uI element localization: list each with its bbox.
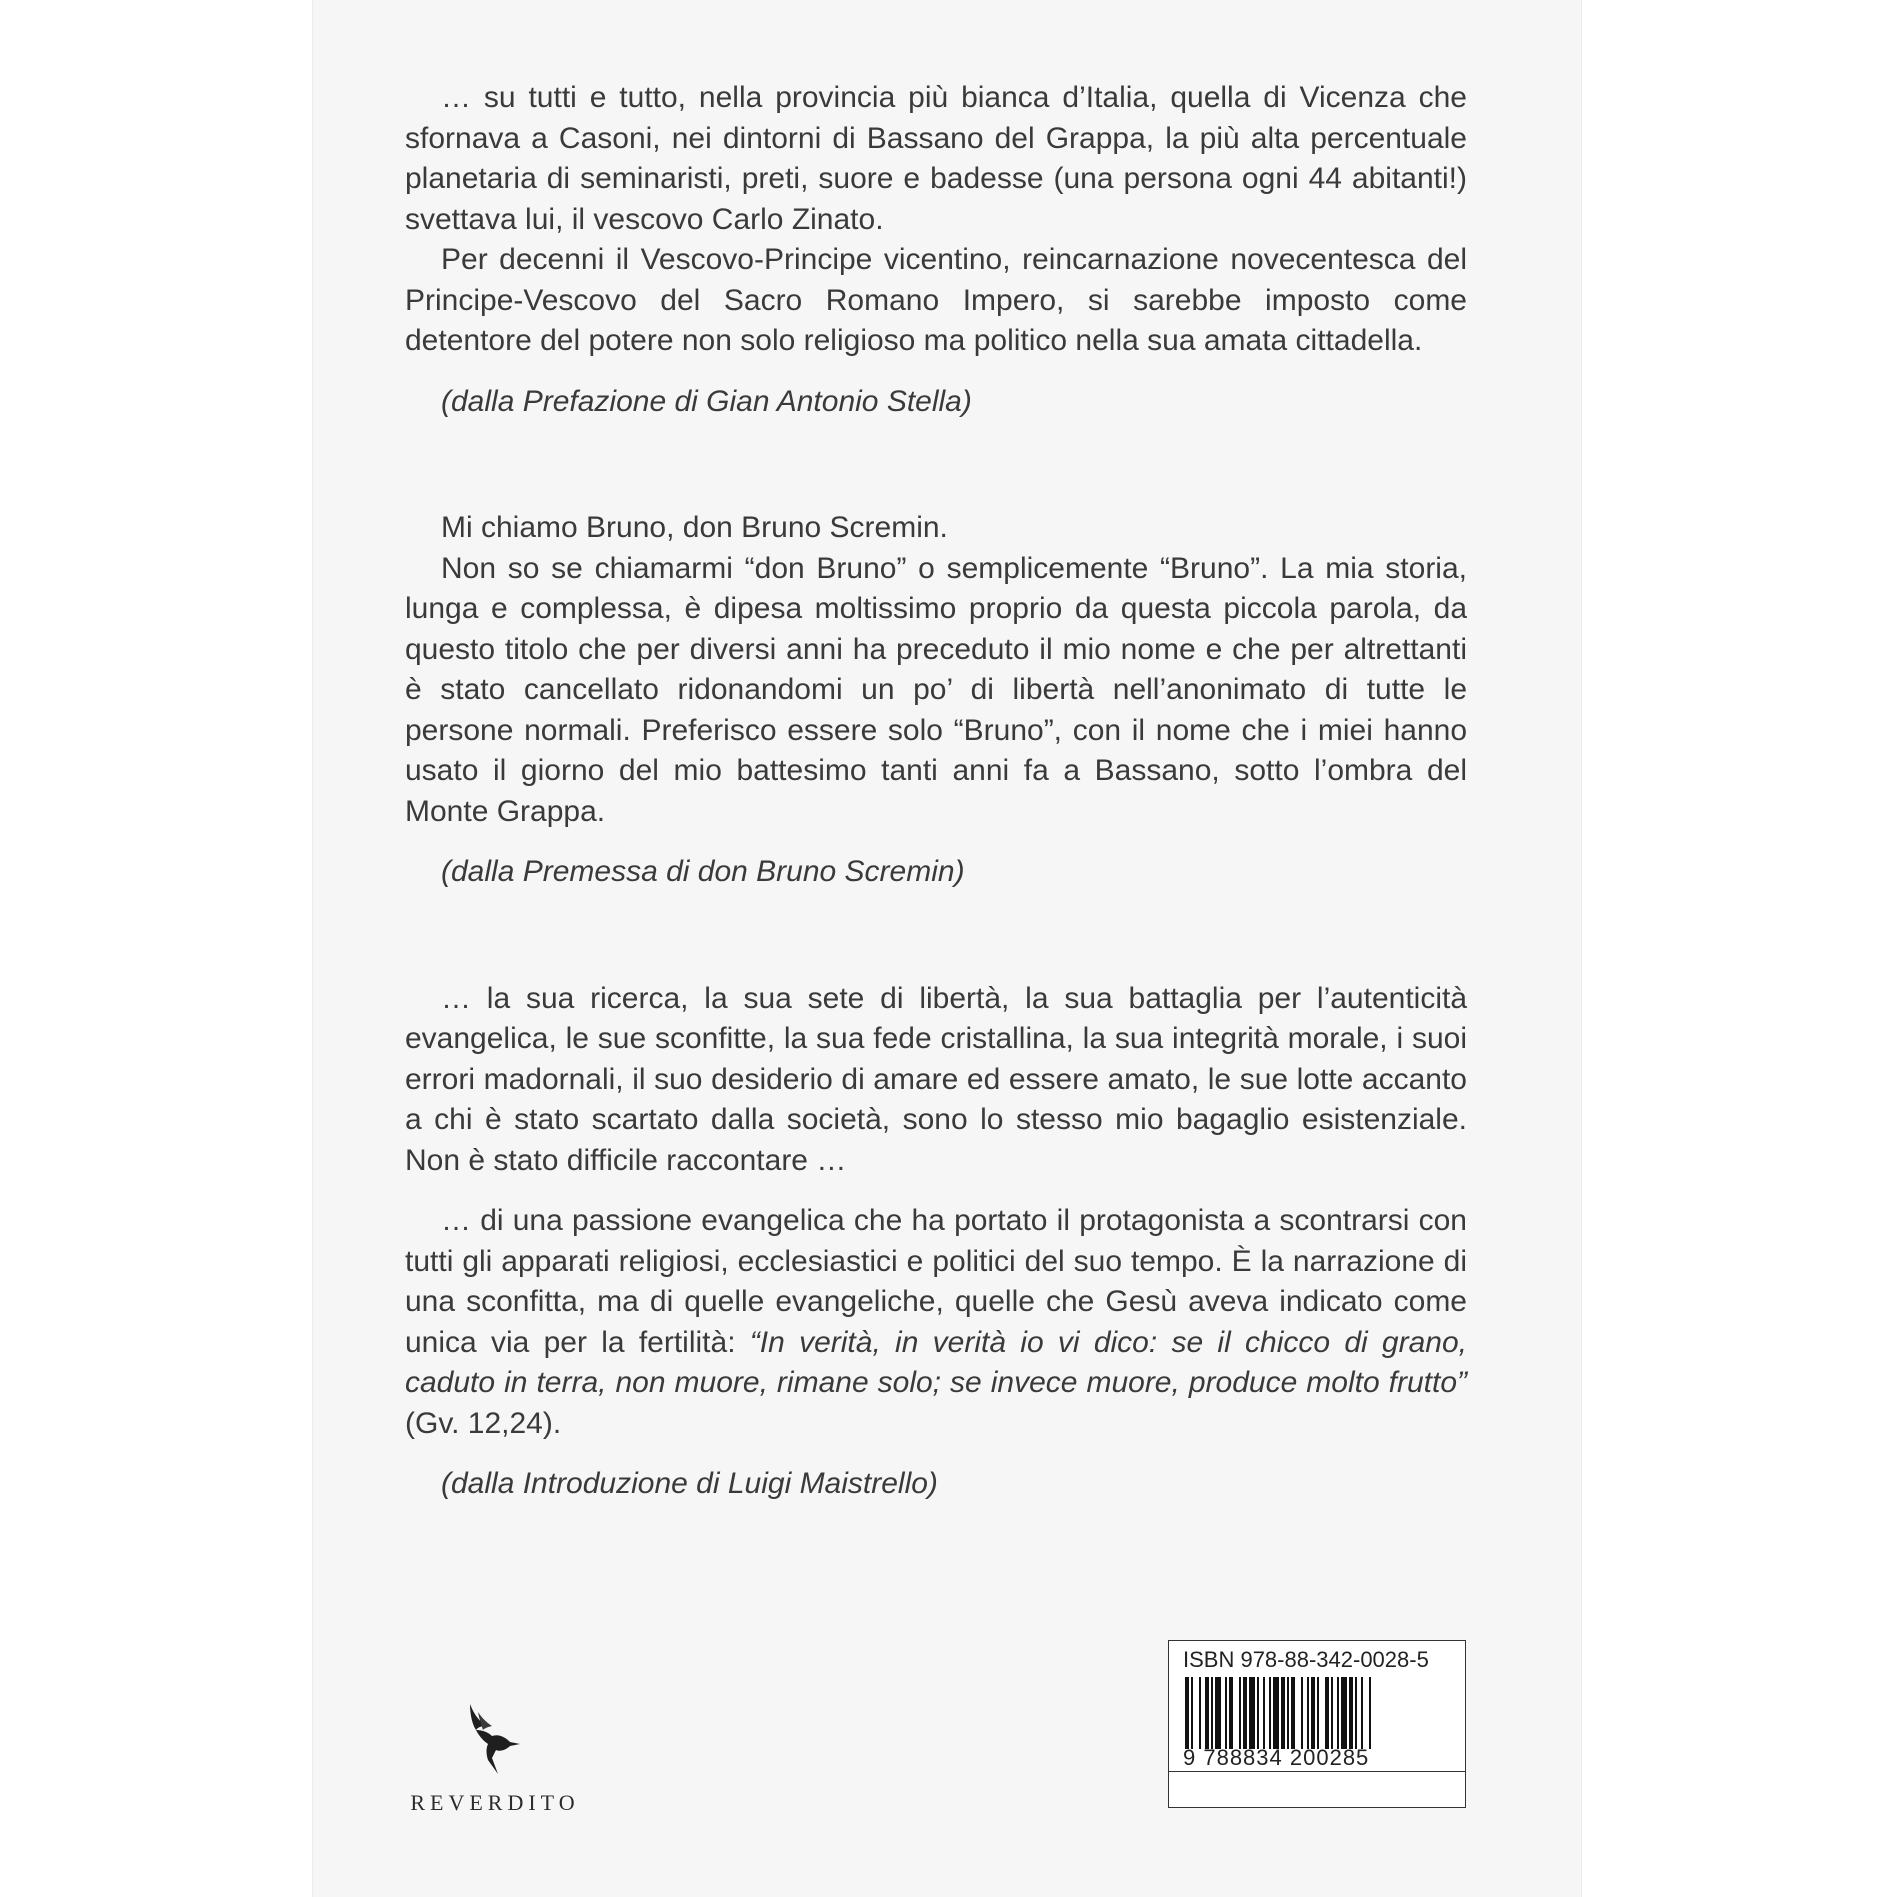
paragraph: Non so se chiamarmi “don Bruno” o semplicemente “Bruno”. La mia storia, lunga e complessa, è dipesa moltissimo proprio da questa piccola parola, da questo titolo che per diversi anni ha preceduto il mio nome e che per altrettanti è stato cancellato ridonandomi un po’ di libertà nell’anonimato di tutte le persone normali. Preferisco essere solo “Bruno”, con il nome che i miei hanno usato il giorno del mio battesimo tanti anni fa a Bassano, sotto l’ombra del Monte Grappa.: [405, 551, 1467, 828]
section-introduzione: [405, 979, 1467, 1505]
barcode-bar: [1369, 1677, 1371, 1749]
barcode-bar: [1301, 1677, 1303, 1749]
gospel-quote: “In verità, in verità io vi dico: se il chicco di grano, caduto in terra, non muore, rimane solo; se invece muore, produce molto frutto”: [405, 1325, 1467, 1399]
publisher-logo: [400, 1700, 600, 1820]
barcode-bar: [1191, 1677, 1193, 1749]
barcode-bar: [1211, 1677, 1213, 1749]
paragraph: Per decenni il Vescovo-Principe vicentino, reincarnazione novecentesca del Principe-Vescovo del Sacro Romano Impero, si sarebbe imposto come detentore del potere non solo religioso ma politico nella sua amata cittadella.: [405, 243, 1467, 357]
isbn-barcode: [1168, 1640, 1466, 1808]
barcode-bar: [1215, 1677, 1221, 1749]
barcode-bar: [1249, 1677, 1255, 1749]
back-cover-text: [405, 78, 1467, 1505]
barcode-bar: [1281, 1677, 1285, 1749]
barcode-bars: [1183, 1677, 1445, 1749]
barcode-bar: [1229, 1677, 1233, 1749]
barcode-bar: [1361, 1677, 1363, 1749]
paragraph: [405, 1201, 1467, 1444]
paragraph: … la sua ricerca, la sua sete di libertà, la sua battaglia per l’autenticità evangelica, le sue sconfitte, la sua fede cristallina, la sua integrità morale, i suoi errori madornali, il suo desiderio di amare ed essere amato, le sue lotte accanto a chi è stato scartato dalla società, sono lo stesso mio bagaglio esistenziale. Non è stato difficile raccontare …: [405, 981, 1467, 1177]
paragraph-text: … di una passione evangelica che ha portato il protagonista a scontrarsi con tutti gli apparati religiosi, ecclesiastici e politici del suo tempo. È la narrazione di una sconfitta, ma di quelle evangeliche, quelle che Gesù aveva indicato come unica via per la fertilità:: [405, 1204, 1467, 1359]
barcode-bar: [1263, 1677, 1265, 1749]
barcode-bar: [1199, 1677, 1201, 1749]
barcode-bar: [1325, 1677, 1329, 1749]
barcode-bar: [1205, 1677, 1209, 1749]
paragraph-spacer: [405, 1181, 1467, 1201]
section-spacer: [405, 422, 1467, 508]
isbn-label: ISBN 978-88-342-0028-5: [1183, 1647, 1429, 1672]
publisher-name: REVERDITO: [410, 1790, 580, 1815]
barcode-bar: [1185, 1677, 1189, 1749]
barcode-bar: [1225, 1677, 1227, 1749]
source-citation: (dalla Premessa di don Bruno Scremin): [441, 855, 965, 888]
barcode-bar: [1341, 1677, 1347, 1749]
barcode-bar: [1291, 1677, 1295, 1749]
barcode-bar: [1331, 1677, 1333, 1749]
barcode-bar: [1355, 1677, 1357, 1749]
barcode-bar: [1287, 1677, 1289, 1749]
paragraph: … su tutti e tutto, nella provincia più bianca d’Italia, quella di Vicenza che sfornava a Casoni, nei dintorni di Bassano del Grappa, la più alta percentuale planetaria di seminaristi, preti, suore e badesse (una persona ogni 44 abitanti!) svettava lui, il vescovo Carlo Zinato.: [405, 81, 1467, 236]
barcode-bar: [1349, 1677, 1353, 1749]
source-citation: (dalla Introduzione di Luigi Maistrello): [441, 1467, 938, 1500]
section-spacer: [405, 893, 1467, 979]
paragraph-text: (Gv. 12,24).: [405, 1406, 562, 1440]
barcode-bar: [1307, 1677, 1309, 1749]
section-prefazione: [405, 78, 1467, 422]
barcode-bar: [1337, 1677, 1339, 1749]
paragraph: Mi chiamo Bruno, don Bruno Scremin.: [441, 511, 948, 544]
barcode-digits: 9 788834 200285: [1183, 1745, 1370, 1770]
barcode-bar: [1317, 1677, 1319, 1749]
swallow-bird-icon: [452, 1700, 532, 1780]
price-box: [1169, 1771, 1465, 1808]
barcode-bar: [1273, 1677, 1279, 1749]
barcode-bar: [1311, 1677, 1315, 1749]
barcode-bar: [1243, 1677, 1247, 1749]
barcode-bar: [1269, 1677, 1271, 1749]
source-citation: (dalla Prefazione di Gian Antonio Stella): [441, 384, 972, 418]
barcode-bar: [1257, 1677, 1259, 1749]
barcode-bar: [1239, 1677, 1241, 1749]
section-premessa: [405, 508, 1467, 893]
